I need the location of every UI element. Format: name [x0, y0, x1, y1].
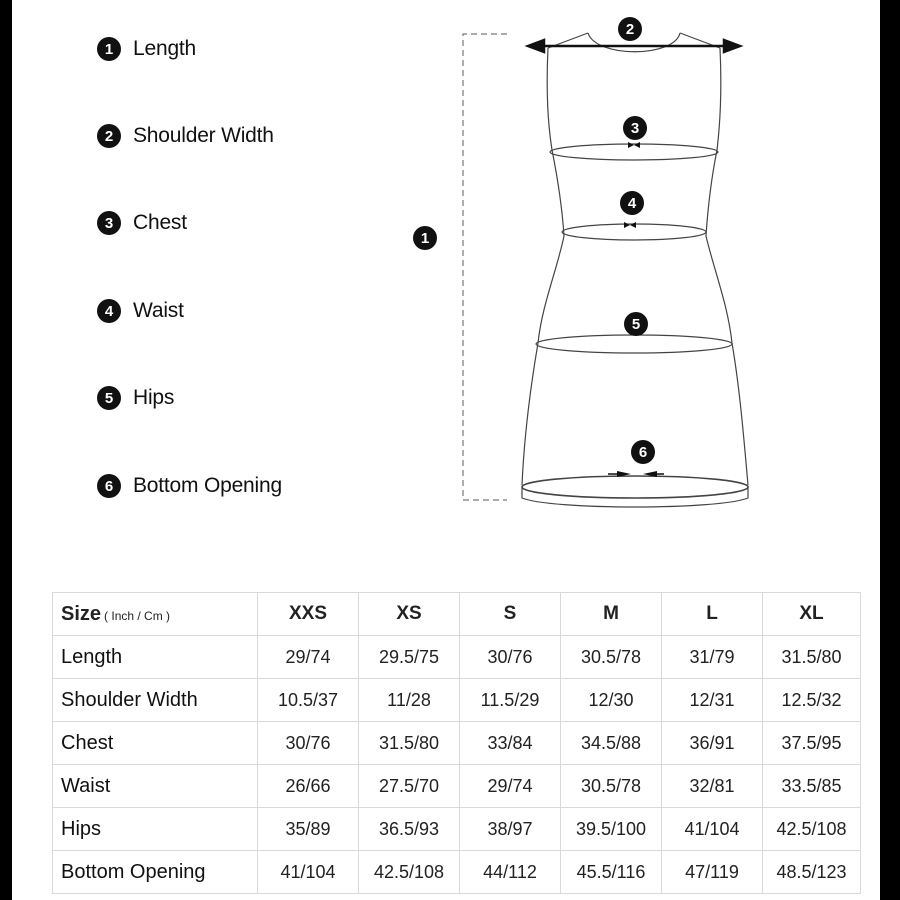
marker-waist: 4	[620, 191, 644, 215]
number-badge: 3	[97, 211, 121, 235]
size-header-label: Size	[61, 602, 102, 625]
table-cell: 32/81	[662, 765, 763, 808]
table-cell: 47/119	[662, 851, 763, 894]
row-label: Bottom Opening	[53, 851, 258, 894]
table-cell: 30/76	[258, 722, 359, 765]
size-header-cell	[53, 593, 258, 636]
row-label: Waist	[53, 765, 258, 808]
table-cell: 33/84	[460, 722, 561, 765]
legend-label: Waist	[133, 299, 184, 322]
table-row	[53, 851, 861, 894]
table-cell: 36/91	[662, 722, 763, 765]
number-badge: 2	[97, 124, 121, 148]
row-label: Chest	[53, 722, 258, 765]
table-cell: 27.5/70	[359, 765, 460, 808]
table-cell: 26/66	[258, 765, 359, 808]
number-badge: 5	[97, 386, 121, 410]
page-canvas	[12, 0, 880, 900]
dress-outline-icon	[12, 0, 880, 560]
table-cell: 31.5/80	[763, 636, 861, 679]
size-column-header: XS	[359, 593, 460, 636]
size-column-header: L	[662, 593, 763, 636]
table-cell: 30.5/78	[561, 636, 662, 679]
table-cell: 41/104	[258, 851, 359, 894]
row-label: Hips	[53, 808, 258, 851]
number-badge: 4	[97, 299, 121, 323]
table-cell: 45.5/116	[561, 851, 662, 894]
table-row	[53, 679, 861, 722]
row-label: Shoulder Width	[53, 679, 258, 722]
size-chart-table	[52, 592, 861, 894]
table-row	[53, 722, 861, 765]
marker-shoulder-width: 2	[618, 17, 642, 41]
row-label: Length	[53, 636, 258, 679]
table-cell: 29.5/75	[359, 636, 460, 679]
dress-diagram	[12, 0, 880, 560]
legend-label: Chest	[133, 211, 187, 234]
number-badge: 6	[97, 474, 121, 498]
table-cell: 34.5/88	[561, 722, 662, 765]
table-cell: 10.5/37	[258, 679, 359, 722]
table-cell: 29/74	[258, 636, 359, 679]
table-cell: 12/31	[662, 679, 763, 722]
size-header-unit: ( Inch / Cm )	[104, 608, 171, 623]
table-cell: 30/76	[460, 636, 561, 679]
table-row	[53, 636, 861, 679]
size-column-header: S	[460, 593, 561, 636]
legend-label: Shoulder Width	[133, 124, 274, 147]
table-cell: 37.5/95	[763, 722, 861, 765]
size-column-header: M	[561, 593, 662, 636]
marker-length: 1	[413, 226, 437, 250]
marker-hips: 5	[624, 312, 648, 336]
table-cell: 29/74	[460, 765, 561, 808]
size-column-header: XL	[763, 593, 861, 636]
legend-label: Length	[133, 37, 197, 60]
table-cell: 44/112	[460, 851, 561, 894]
table-cell: 11.5/29	[460, 679, 561, 722]
table-cell: 39.5/100	[561, 808, 662, 851]
table-cell: 35/89	[258, 808, 359, 851]
table-cell: 33.5/85	[763, 765, 861, 808]
table-cell: 48.5/123	[763, 851, 861, 894]
table-header-row	[53, 593, 861, 636]
table-row	[53, 808, 861, 851]
table-cell: 42.5/108	[763, 808, 861, 851]
table-cell: 31/79	[662, 636, 763, 679]
table-cell: 41/104	[662, 808, 763, 851]
legend-label: Bottom Opening	[133, 474, 282, 497]
table-cell: 12/30	[561, 679, 662, 722]
table-cell: 42.5/108	[359, 851, 460, 894]
size-column-header: XXS	[258, 593, 359, 636]
marker-bottom-opening: 6	[631, 440, 655, 464]
table-cell: 38/97	[460, 808, 561, 851]
table-cell: 31.5/80	[359, 722, 460, 765]
table-cell: 30.5/78	[561, 765, 662, 808]
table-cell: 36.5/93	[359, 808, 460, 851]
table-cell: 11/28	[359, 679, 460, 722]
marker-chest: 3	[623, 116, 647, 140]
legend-label: Hips	[133, 386, 175, 409]
number-badge: 1	[97, 37, 121, 61]
table-row	[53, 765, 861, 808]
table-cell: 12.5/32	[763, 679, 861, 722]
